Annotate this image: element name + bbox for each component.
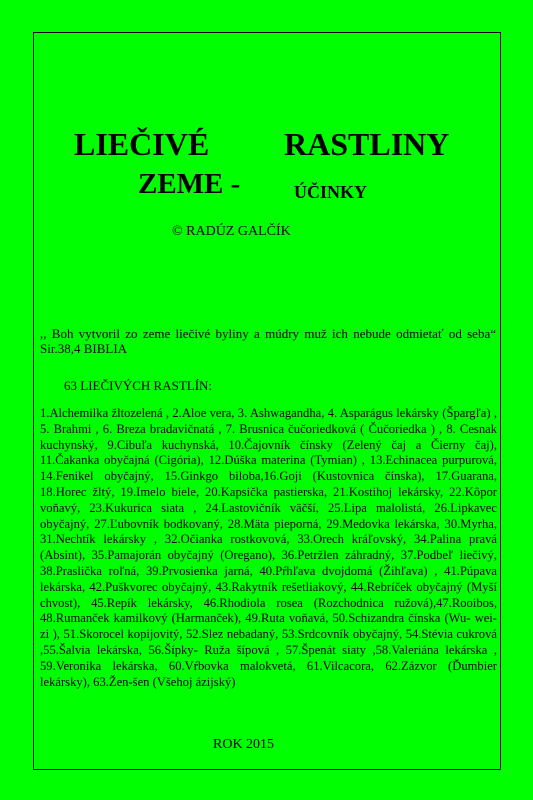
author-line: © RADÚZ GALČÍK — [172, 224, 291, 239]
title-word-ucinky: ÚČINKY — [294, 182, 368, 202]
publication-year: ROK 2015 — [213, 737, 275, 752]
plant-list: 1.Alchemilka žltozelená , 2.Aloe vera, 3. Ashwagandha, 4. Asparágus lekársky (Špargľa) , 5. Brahmi , 6. Breza bradavičnatá , 7. Brusnica čučoriedková ( Čučoriedka ) , 8. Cesnak kuchynský, 9.Cibuľa kuchynská, 10.Čajovník čínsky (Zelený čaj a Čierny čaj), 11.Čakanka obyčajná (Cigória), 12.Dúška materina (Tymian) , 13.Echinacea purpurová, 14.Fenikel obyčajný, 15.Ginkgo biloba,16.Goji (Kustovnica čínska), 17.Guarana, 18.Horec žltý, 19.Imelo biele, 20.Kapsička pastierska, 21.Kostihoj lekársky, 22.Kôpor voňavý, 23.Kukurica siata , 24.Lastovičník väčší, 25.Lipa malolistá, 26.Lipkavec obyčajný, 27.Ľubovník bodkovaný, 28.Mäta pieporná, 29.Medovka lekárska, 30.Myrha, 31.Nechtík lekársky , 32.Očianka rostkovová, 33.Orech kráľovský, 34.Palina pravá (Absint), 35.Pamajorán obyčajný (Oregano), 36.Petržlen záhradný, 37.Podbeľ liečivý, 38.Praslička roľná, 39.Prvosienka jarná, 40.Pŕhľava dvojdomá (Žihľava) , 41.Púpava lekárska, 42.Puškvorec obyčajný, 43.Rakytník rešetliakový, 44.Rebríček obyčajný (Myší chvost), 45.Repík lekársky, 46.Rhodiola rosea (Rozchodnica ružová),47.Rooibos, 48.Rumanček kamilkový (Harmanček), 49.Ruta voňavá, 50.Schizandra čínska (Wu- wei-zi ), 51.Skorocel kopijovitý, 52.Slez nebadaný, 53.Srdcovník obyčajný, 54.Stévia cukrová ,55.Šalvia lekárska, 56.Šípky- Ruža šípová , 57.Špenát siaty ,58.Valeriána lekárska , 59.Veronika lekárska, 60.Vŕbovka malokvetá, 61.Vilcacora, 62.Zázvor (Ďumbier lekársky), 63.Žen-šen (Všehoj ázijský) — [40, 406, 497, 689]
title-word-rastliny: RASTLINY — [284, 126, 450, 162]
title-word-liecive: LIEČIVÉ — [74, 126, 210, 162]
bible-quote: ,, Boh vytvoril zo zeme liečivé byliny a múdry muž ich nebude odmietať od seba“ Sir.38,4 BIBLIA — [40, 326, 496, 356]
title-word-zeme: ZEME - — [138, 168, 241, 200]
plant-count-heading: 63 LIEČIVÝCH RASTLÍN: — [64, 378, 213, 393]
